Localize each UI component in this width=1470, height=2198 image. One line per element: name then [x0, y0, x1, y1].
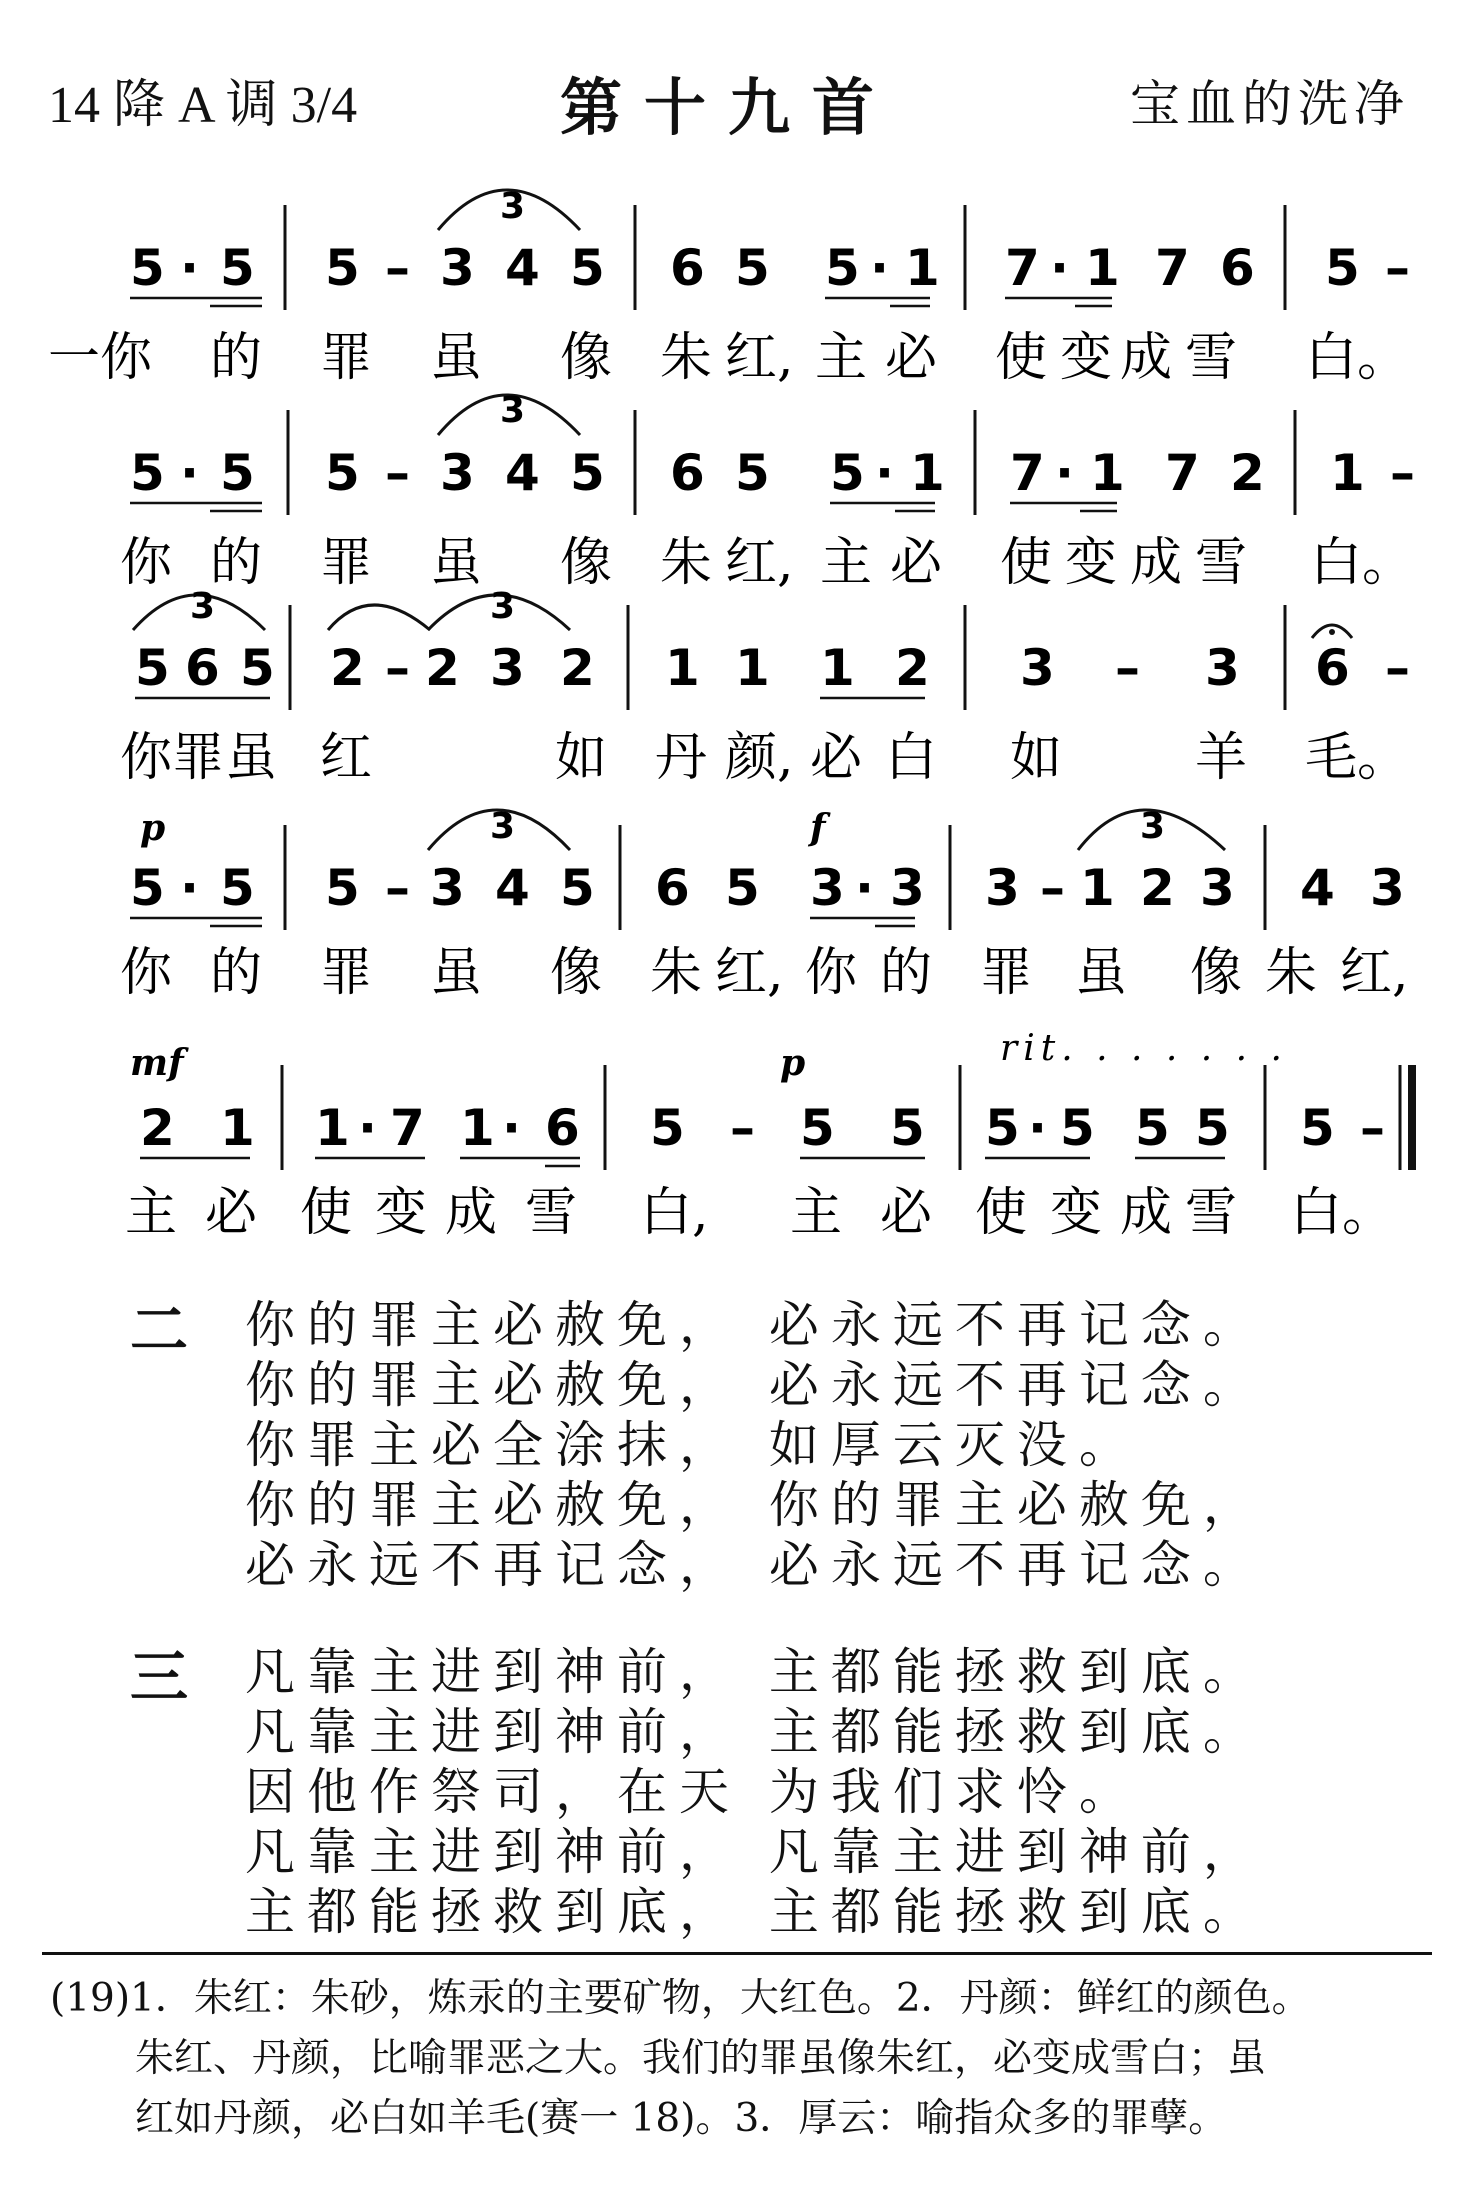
note: 1 — [1080, 859, 1115, 917]
lyric: 朱 — [1265, 943, 1318, 1003]
lyric: 必 — [885, 328, 938, 388]
lyric: 虽 — [1075, 943, 1128, 1003]
lyric: 红, — [715, 943, 784, 1003]
note: 5 — [1135, 1099, 1170, 1157]
lyric: 雪 — [525, 1183, 578, 1243]
note: 5 — [325, 859, 360, 917]
verse-number-2: 二 — [130, 1296, 189, 1364]
lyric: 朱 — [660, 328, 713, 388]
lyric: 红, — [725, 328, 794, 388]
note: 5 — [220, 239, 255, 297]
lyric: 红, — [1340, 943, 1409, 1003]
lyric: 变 — [1065, 533, 1118, 593]
note: 5 — [325, 444, 360, 502]
note: – — [385, 444, 410, 502]
lyric: 罪 — [320, 328, 373, 388]
lyric: 虽 — [430, 328, 483, 388]
lyric: 必 — [810, 728, 863, 788]
lyric: 变 — [1050, 1183, 1103, 1243]
lyric: 朱 — [650, 943, 703, 1003]
dynamic-mark: p — [140, 807, 166, 849]
lyric: 红 — [320, 728, 373, 788]
note: – — [1385, 239, 1410, 297]
note: 1 — [820, 639, 855, 697]
hymn-title: 第十九首 — [560, 71, 897, 144]
footnote-divider — [42, 1952, 1432, 1955]
lyric: 像 — [560, 533, 613, 593]
note: – — [385, 859, 410, 917]
lyric: 变 — [375, 1183, 428, 1243]
triplet-mark: 3 — [1140, 806, 1166, 847]
lyric: 雪 — [1185, 328, 1238, 388]
lyric: 羊 — [1195, 728, 1248, 788]
lyric: 白 — [885, 728, 938, 788]
note: · — [180, 444, 199, 502]
note: 1 — [905, 239, 940, 297]
note: – — [730, 1099, 755, 1157]
note: 5 — [1325, 239, 1360, 297]
lyric: 毛。 — [1305, 728, 1410, 788]
lyric: 白。 — [1310, 533, 1415, 593]
dynamic-mark: p — [780, 1042, 806, 1084]
lyric: 使 — [975, 1183, 1028, 1243]
dynamic-mark: mf — [130, 1042, 184, 1084]
note: 7 — [1155, 239, 1190, 297]
hymn-subtitle: 宝血的洗净 — [1130, 75, 1410, 133]
lyric: 如 — [555, 728, 608, 788]
note: 6 — [1220, 239, 1255, 297]
score-row-3 — [133, 586, 1410, 710]
note: 5 — [825, 239, 860, 297]
lyrics-row-2 — [120, 533, 1414, 593]
note: 7 — [1010, 444, 1045, 502]
dynamic-mark: f — [810, 807, 826, 849]
lyric: 你 — [120, 533, 173, 593]
note: 2 — [330, 639, 365, 697]
note: 4 — [505, 239, 540, 297]
lyric: 罪 — [980, 943, 1033, 1003]
score-row-1 — [130, 186, 1410, 310]
footnote-line-3: 红如丹颜，必白如羊毛(赛一 18)。3．厚云：喻指众多的罪孽。 — [135, 2096, 1228, 2141]
lyric: 白。 — [1290, 1183, 1395, 1243]
note: 5 — [325, 239, 360, 297]
note: – — [1360, 1099, 1385, 1157]
note: 6 — [185, 639, 220, 697]
note: 5 — [130, 239, 165, 297]
note: · — [502, 1099, 521, 1157]
note: 3 — [1200, 859, 1235, 917]
note: 6 — [670, 239, 705, 297]
note: 7 — [1165, 444, 1200, 502]
lyric: 罪 — [172, 728, 225, 788]
note: 5 — [650, 1099, 685, 1157]
note: 1 — [665, 639, 700, 697]
lyric: 罪 — [320, 943, 373, 1003]
note: 5 — [130, 859, 165, 917]
lyric: 的 — [210, 533, 263, 593]
lyric: 像 — [550, 943, 603, 1003]
note: 6 — [670, 444, 705, 502]
lyric: 成 — [1120, 1183, 1173, 1243]
note: 5 — [135, 639, 170, 697]
lyrics-row-5 — [125, 1183, 1394, 1243]
lyric: 的 — [210, 328, 263, 388]
lyric: 虽 — [225, 728, 278, 788]
lyrics-row-1 — [48, 328, 1409, 388]
lyric: 成 — [445, 1183, 498, 1243]
verse-line: 你的罪主必赦免， 必永远不再记念。 — [245, 1296, 1265, 1354]
fermata-dot — [1329, 629, 1335, 635]
note: – — [1040, 859, 1065, 917]
note: 5 — [735, 444, 770, 502]
note: · — [1050, 239, 1069, 297]
note: 5 — [725, 859, 760, 917]
note: 3 — [440, 239, 475, 297]
lyric: 你 — [120, 943, 173, 1003]
note: · — [358, 1099, 377, 1157]
lyric: 颜, — [725, 728, 794, 788]
verse-line: 凡靠主进到神前， 主都能拯救到底。 — [245, 1643, 1265, 1701]
note: 1 — [315, 1099, 350, 1157]
lyric: 主 — [790, 1183, 843, 1243]
note: 5 — [240, 639, 275, 697]
note: 3 — [1370, 859, 1405, 917]
score-row-4 — [130, 806, 1405, 930]
score-row-2 — [130, 390, 1415, 515]
tempo-mark: rit. . . . . . . — [1000, 1028, 1288, 1069]
note: 4 — [505, 444, 540, 502]
note: 6 — [1315, 639, 1350, 697]
note: 3 — [810, 859, 845, 917]
note: – — [385, 239, 410, 297]
note: 7 — [1005, 239, 1040, 297]
note: 2 — [425, 639, 460, 697]
lyric: 主 — [820, 533, 873, 593]
note: 3 — [985, 859, 1020, 917]
note: · — [875, 444, 894, 502]
note: – — [1115, 639, 1140, 697]
score-row-5 — [130, 1028, 1412, 1170]
note: – — [1385, 639, 1410, 697]
lyric: 的 — [210, 943, 263, 1003]
lyric: 成 — [1130, 533, 1183, 593]
triplet-mark: 3 — [500, 390, 526, 431]
note: 3 — [1020, 639, 1055, 697]
note: 3 — [430, 859, 465, 917]
note: · — [180, 859, 199, 917]
note: 3 — [1205, 639, 1240, 697]
verse-line: 因他作祭司，在天 为我们求怜。 — [245, 1763, 1141, 1821]
note: 5 — [220, 859, 255, 917]
note: 2 — [895, 639, 930, 697]
verse-line: 凡靠主进到神前， 主都能拯救到底。 — [245, 1703, 1265, 1761]
lyric: 丹 — [655, 728, 708, 788]
lyrics-row-3 — [120, 728, 1409, 788]
lyric: 雪 — [1195, 533, 1248, 593]
note: 5 — [735, 239, 770, 297]
note: · — [855, 859, 874, 917]
lyrics-row-4 — [120, 943, 1409, 1003]
note: – — [385, 639, 410, 697]
note: 5 — [1300, 1099, 1335, 1157]
note: 7 — [390, 1099, 425, 1157]
footnote-line-1: (19)1．朱红：朱砂，炼汞的主要矿物，大红色。2．丹颜：鲜红的颜色。 — [50, 1976, 1311, 2021]
note: – — [1390, 444, 1415, 502]
lyric: 必 — [205, 1183, 258, 1243]
note: 5 — [560, 859, 595, 917]
lyric: 一你 — [48, 328, 153, 388]
tie — [328, 605, 430, 630]
note: 2 — [560, 639, 595, 697]
note: 5 — [1195, 1099, 1230, 1157]
note: · — [180, 239, 199, 297]
lyric: 必 — [890, 533, 943, 593]
note: 4 — [495, 859, 530, 917]
note: 5 — [220, 444, 255, 502]
lyric: 成 — [1120, 328, 1173, 388]
lyric: 变 — [1060, 328, 1113, 388]
lyric: 虽 — [430, 533, 483, 593]
note: 1 — [1085, 239, 1120, 297]
note: 5 — [985, 1099, 1020, 1157]
note: 5 — [830, 444, 865, 502]
lyric: 使 — [1000, 533, 1053, 593]
triplet-mark: 3 — [490, 806, 516, 847]
verse-line: 主都能拯救到底， 主都能拯救到底。 — [245, 1883, 1265, 1941]
note: 4 — [1300, 859, 1335, 917]
note: 5 — [570, 444, 605, 502]
note: · — [1055, 444, 1074, 502]
lyric: 你 — [120, 728, 173, 788]
lyric: 必 — [880, 1183, 933, 1243]
note: 1 — [735, 639, 770, 697]
note: 5 — [800, 1099, 835, 1157]
note: 2 — [1230, 444, 1265, 502]
verse-line: 你的罪主必赦免， 必永远不再记念。 — [245, 1356, 1265, 1414]
note: 1 — [1330, 444, 1365, 502]
note: 2 — [1140, 859, 1175, 917]
lyric: 朱 — [660, 533, 713, 593]
note: 5 — [130, 444, 165, 502]
note: 1 — [1090, 444, 1125, 502]
note: 3 — [890, 859, 925, 917]
lyric: 像 — [560, 328, 613, 388]
note: 6 — [655, 859, 690, 917]
lyric: 使 — [995, 328, 1048, 388]
verse-line: 你的罪主必赦免， 你的罪主必赦免， — [245, 1476, 1265, 1534]
lyric: 主 — [815, 328, 868, 388]
triplet-mark: 3 — [500, 186, 526, 227]
note: 1 — [220, 1099, 255, 1157]
lyric: 的 — [880, 943, 933, 1003]
triplet-mark: 3 — [190, 586, 216, 627]
note: 5 — [890, 1099, 925, 1157]
lyric: 白。 — [1305, 328, 1410, 388]
lyric: 红, — [725, 533, 794, 593]
note: 1 — [910, 444, 945, 502]
footnote-line-2: 朱红、丹颜，比喻罪恶之大。我们的罪虽像朱红，必变成雪白；虽 — [135, 2036, 1267, 2081]
note: 2 — [140, 1099, 175, 1157]
hymn-key-signature: 14 降 A 调 3/4 — [48, 77, 358, 134]
note: 3 — [490, 639, 525, 697]
note: 6 — [545, 1099, 580, 1157]
note: 1 — [460, 1099, 495, 1157]
lyric: 虽 — [430, 943, 483, 1003]
lyric: 你 — [805, 943, 858, 1003]
lyric: 使 — [300, 1183, 353, 1243]
lyric: 如 — [1010, 728, 1063, 788]
lyric: 白, — [640, 1183, 709, 1243]
verse-line: 你罪主必全涂抹， 如厚云灭没。 — [245, 1416, 1141, 1474]
note: · — [870, 239, 889, 297]
verse-line: 凡靠主进到神前， 凡靠主进到神前， — [245, 1823, 1265, 1881]
lyric: 罪 — [320, 533, 373, 593]
lyric: 像 — [1190, 943, 1243, 1003]
note: 5 — [570, 239, 605, 297]
lyric: 雪 — [1185, 1183, 1238, 1243]
note: 3 — [440, 444, 475, 502]
verse-line: 必永远不再记念， 必永远不再记念。 — [245, 1536, 1265, 1594]
lyric: 主 — [125, 1183, 178, 1243]
note: 5 — [1060, 1099, 1095, 1157]
note: · — [1028, 1099, 1047, 1157]
verse-number-3: 三 — [130, 1643, 189, 1711]
triplet-mark: 3 — [490, 586, 516, 627]
